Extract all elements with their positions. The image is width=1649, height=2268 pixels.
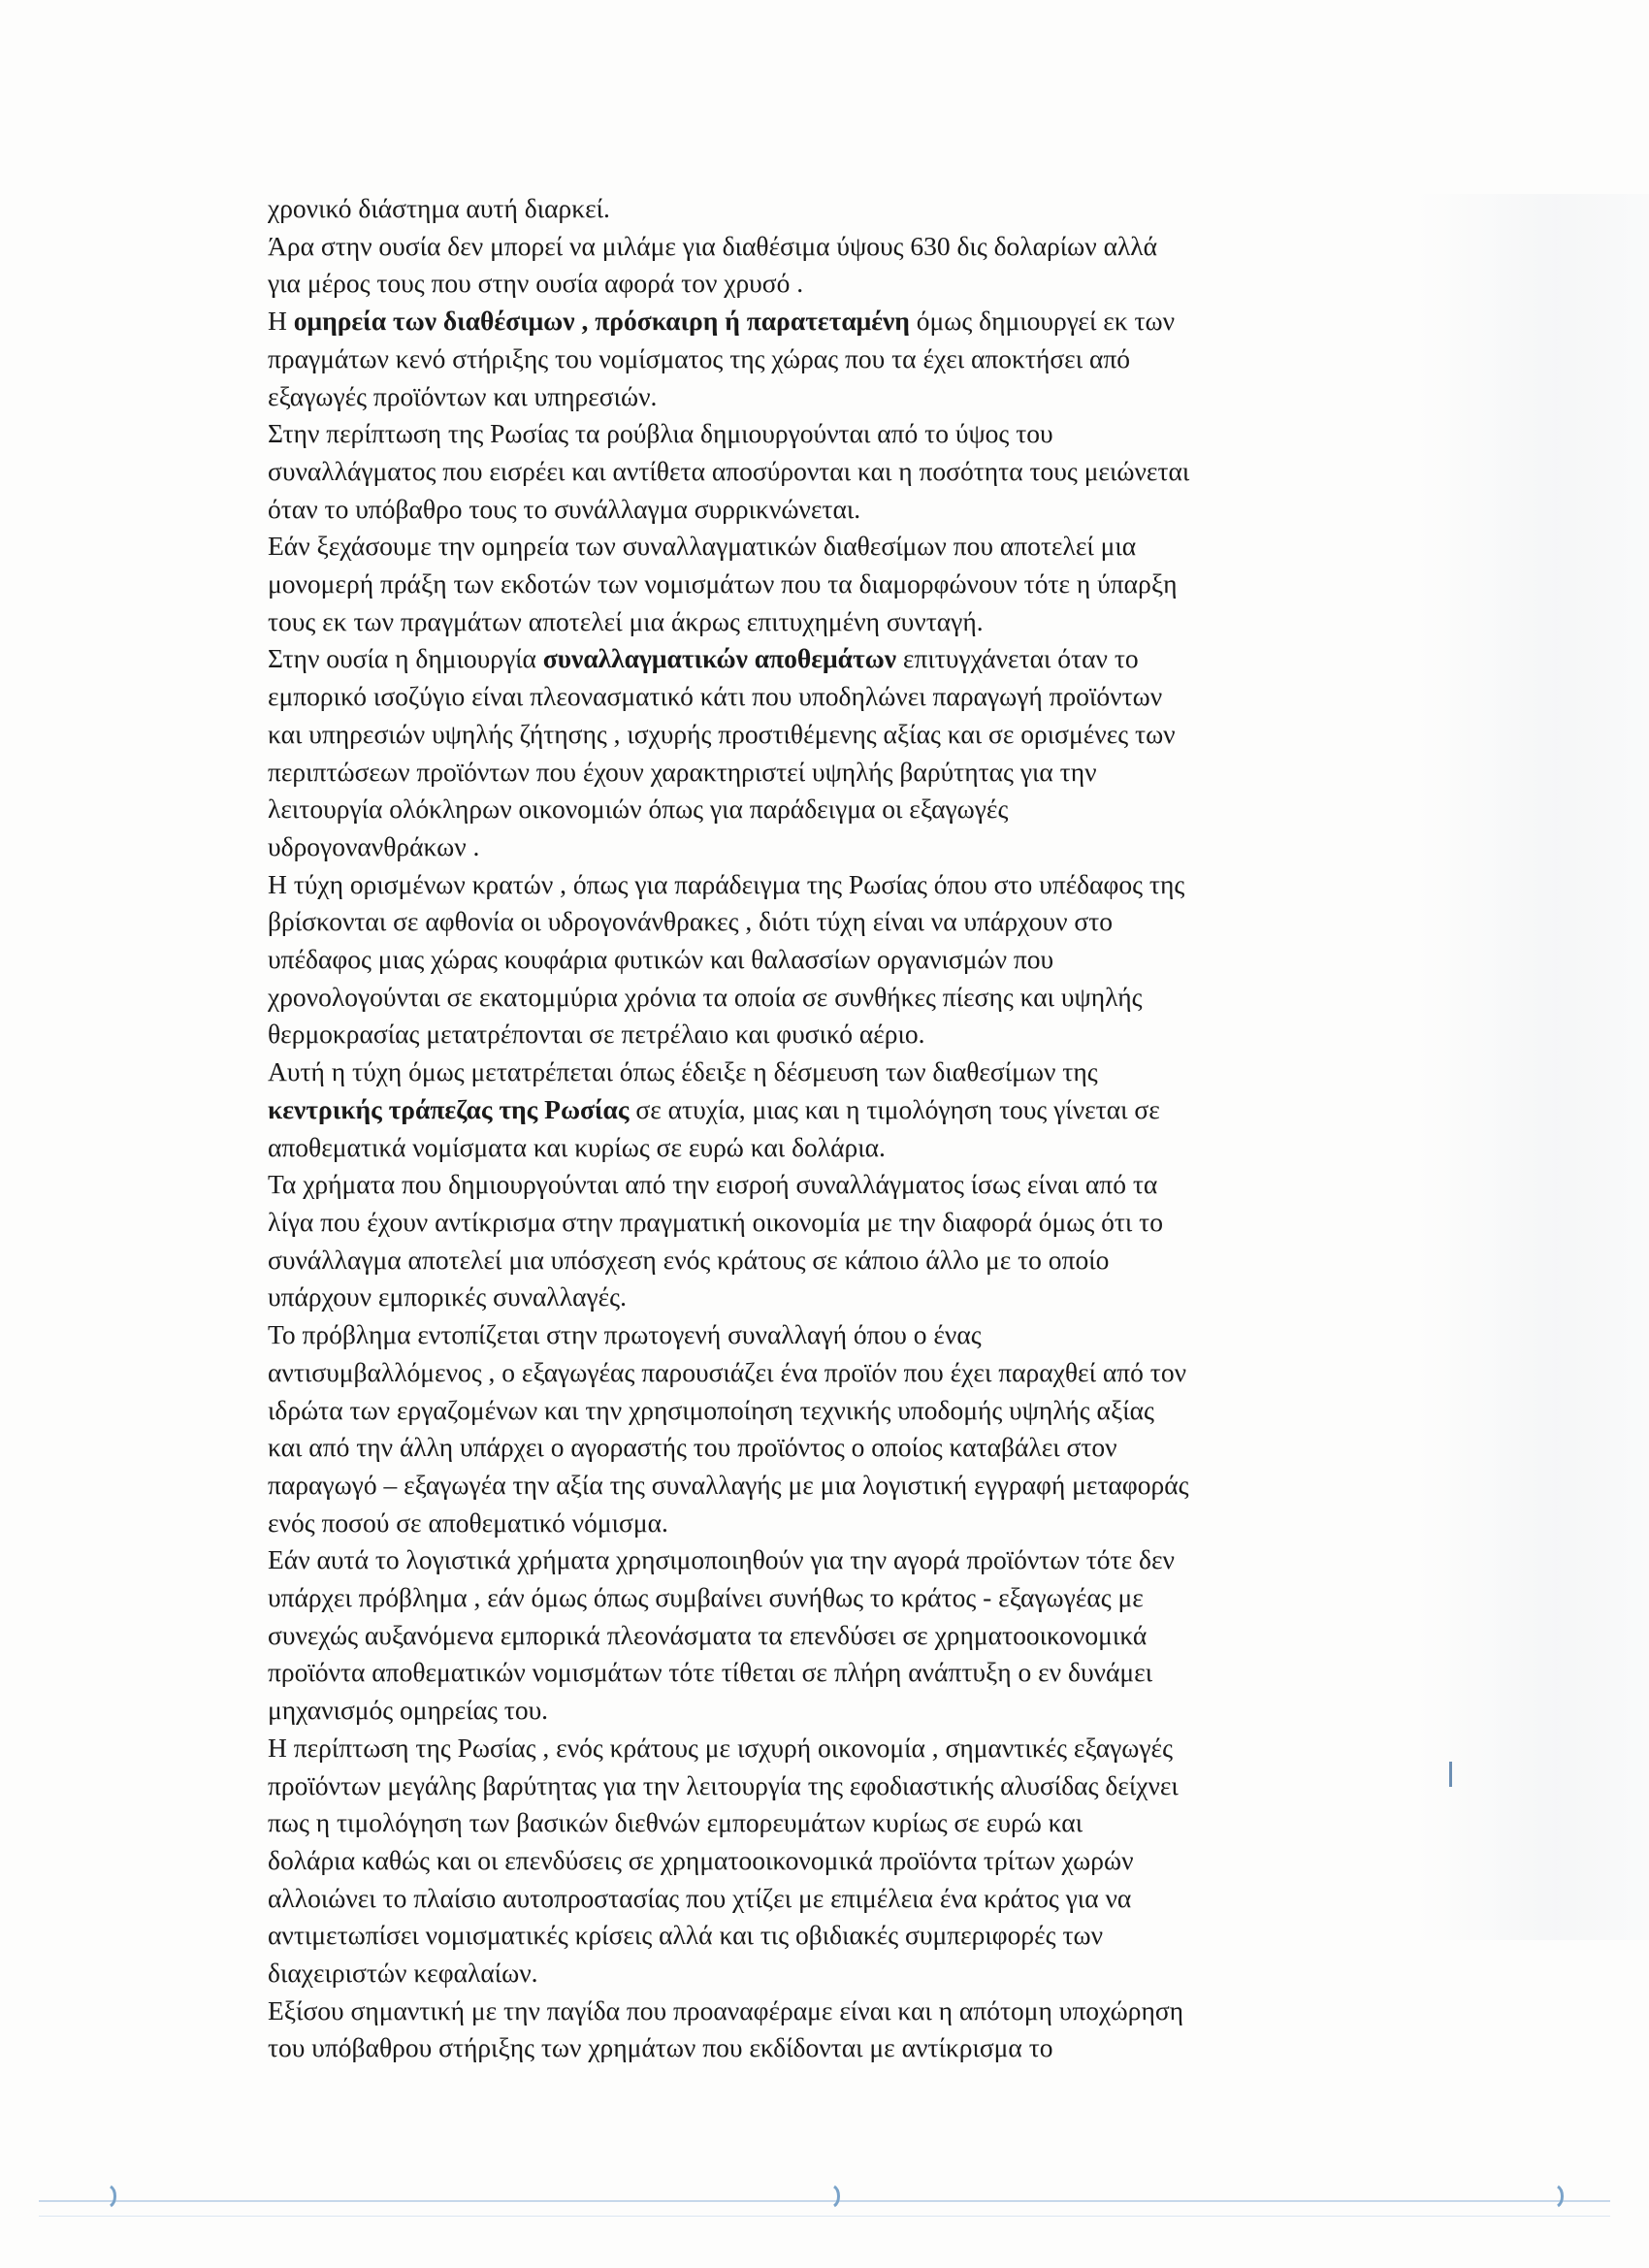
text-run: Άρα στην ουσία δεν μπορεί να μιλάμε για διαθέσιμα ύψους 630 δις δολαρίων αλλά	[268, 230, 1158, 261]
bold-text: κεντρικής τράπεζας της Ρωσίας	[268, 1093, 630, 1124]
punch-hole-mark-center	[830, 2183, 844, 2210]
text-run: όμως δημιουργεί εκ των	[909, 306, 1176, 337]
text-line	[268, 941, 1393, 979]
text-run: Η τύχη ορισμένων κρατών , όπως για παράδειγμα της Ρωσίας όπου στο υπέδαφος της	[268, 868, 1185, 899]
text-line	[268, 1242, 1393, 1280]
text-line	[268, 1204, 1393, 1242]
text-line	[268, 866, 1393, 904]
text-line	[268, 754, 1393, 792]
text-run: Εάν ξεχάσουμε την ομηρεία των συναλλαγματικών διαθεσίμων που αποτελεί μια	[268, 531, 1137, 562]
text-run: μονομερή πράξη των εκδοτών των νομισμάτων που τα διαμορφώνουν τότε η ύπαρξη	[268, 568, 1178, 599]
text-run: χρονολογούνται σε εκατομμύρια χρόνια τα οποία σε συνθήκες πίεσης και υψηλής	[268, 981, 1143, 1012]
text-line	[268, 1767, 1393, 1805]
text-line	[268, 1053, 1393, 1091]
text-line	[268, 1316, 1393, 1354]
text-line	[268, 1955, 1393, 1993]
text-run: αντισυμβαλλόμενος , ο εξαγωγέας παρουσιάζει ένα προϊόν που έχει παραχθεί από τον	[268, 1356, 1187, 1387]
text-line	[268, 228, 1393, 266]
text-run: αποθεματικά νομίσματα και κυρίως σε ευρώ και δολάρια.	[268, 1131, 886, 1162]
text-run: περιπτώσεων προϊόντων που έχουν χαρακτηριστεί υψηλής βαρύτητας για την	[268, 756, 1097, 787]
text-run: διαχειριστών κεφαλαίων.	[268, 1958, 538, 1989]
text-line	[268, 1541, 1393, 1579]
bold-text: ομηρεία των διαθέσιμων , πρόσκαιρη ή παρατεταμένη	[293, 306, 910, 337]
text-run: Στην ουσία η δημιουργία	[268, 643, 543, 674]
text-run: τους εκ των πραγμάτων αποτελεί μια άκρως επιτυχημένη συνταγή.	[268, 605, 984, 636]
text-run: και υπηρεσιών υψηλής ζήτησης , ισχυρής προστιθέμενης αξίας και σε ορισμένες των	[268, 718, 1176, 749]
text-line	[268, 1804, 1393, 1842]
text-line	[268, 1279, 1393, 1316]
show-through-shading	[1416, 194, 1649, 1940]
text-run: Εξίσου σημαντική με την παγίδα που προαναφέραμε είναι και η απότομη υποχώρηση	[268, 1994, 1184, 2025]
text-line	[268, 378, 1393, 416]
text-line	[268, 1730, 1393, 1767]
text-run: δολάρια καθώς και οι επενδύσεις σε χρηματοοικονομικά προϊόντα τρίτων χωρών	[268, 1844, 1134, 1875]
text-line	[268, 791, 1393, 828]
text-line	[268, 265, 1393, 303]
text-run: πως η τιμολόγηση των βασικών διεθνών εμπορευμάτων κυρίως σε ευρώ και	[268, 1807, 1083, 1838]
text-line	[268, 1392, 1393, 1430]
text-line	[268, 640, 1393, 678]
bold-text: συναλλαγματικών αποθεμάτων	[542, 643, 897, 674]
text-run: προϊόντα αποθεματικών νομισμάτων τότε τίθεται σε πλήρη ανάπτυξη ο εν δυνάμει	[268, 1657, 1153, 1688]
text-line	[268, 903, 1393, 941]
scanner-edge-line	[39, 2200, 1610, 2202]
text-run: Εάν αυτά το λογιστικά χρήματα χρησιμοποιηθούν για την αγορά προϊόντων τότε δεν	[268, 1544, 1175, 1575]
text-run: επιτυγχάνεται όταν το	[896, 643, 1139, 674]
text-run: και από την άλλη υπάρχει ο αγοραστής του προϊόντος ο οποίος καταβάλει στον	[268, 1432, 1117, 1463]
text-run: υπέδαφος μιας χώρας κουφάρια φυτικών και θαλασσίων οργανισμών που	[268, 944, 1054, 975]
text-run: Το πρόβλημα εντοπίζεται στην πρωτογενή συναλλαγή όπου ο ένας	[268, 1319, 982, 1350]
text-line	[268, 1579, 1393, 1617]
text-line	[268, 1880, 1393, 1918]
text-run: όταν το υπόβαθρο τους το συνάλλαγμα συρρικνώνεται.	[268, 493, 861, 524]
text-line	[268, 1129, 1393, 1167]
text-line	[268, 190, 1393, 228]
text-run: βρίσκονται σε αφθονία οι υδρογονάνθρακες , διότι τύχη είναι να υπάρχουν στο	[268, 906, 1114, 937]
text-run: παραγωγό – εξαγωγέα την αξία της συναλλαγής με μια λογιστική εγγραφή μεταφοράς	[268, 1469, 1189, 1500]
text-run: συνάλλαγμα αποτελεί μια υπόσχεση ενός κράτους σε κάποιο άλλο με το οποίο	[268, 1244, 1110, 1275]
text-run: του υπόβαθρου στήριξης των χρημάτων που εκδίδονται με αντίκρισμα το	[268, 2032, 1053, 2063]
text-line	[268, 1617, 1393, 1655]
scanner-edge-line-secondary	[39, 2216, 1610, 2217]
text-run: θερμοκρασίας μετατρέπονται σε πετρέλαιο και φυσικό αέριο.	[268, 1019, 925, 1050]
text-run: αλλοιώνει το πλαίσιο αυτοπροστασίας που χτίζει με επιμέλεια ένα κράτος για να	[268, 1882, 1132, 1913]
text-run: χρονικό διάστημα αυτή διαρκεί.	[268, 193, 610, 223]
text-line	[268, 828, 1393, 866]
text-run: αντιμετωπίσει νομισματικές κρίσεις αλλά και τις οβιδιακές συμπεριφορές των	[268, 1920, 1104, 1951]
text-run: συναλλάγματος που εισρέει και αντίθετα αποσύρονται και η ποσότητα τους μειώνεται	[268, 455, 1190, 486]
text-line	[268, 1467, 1393, 1505]
text-run: εξαγωγές προϊόντων και υπηρεσιών.	[268, 380, 658, 411]
text-line	[268, 340, 1393, 378]
text-line	[268, 1917, 1393, 1955]
text-line	[268, 1091, 1393, 1129]
text-line	[268, 1654, 1393, 1692]
text-line	[268, 1505, 1393, 1542]
text-run: Τα χρήματα που δημιουργούνται από την εισροή συναλλάγματος ίσως είναι από τα	[268, 1169, 1158, 1200]
text-run: Αυτή η τύχη όμως μετατρέπεται όπως έδειξε η δέσμευση των διαθεσίμων της	[268, 1056, 1098, 1087]
text-line	[268, 491, 1393, 529]
punch-hole-mark-right	[1554, 2183, 1568, 2210]
text-line	[268, 1692, 1393, 1730]
text-line	[268, 716, 1393, 754]
text-run: υδρογονανθράκων .	[268, 830, 480, 861]
text-run: υπάρχουν εμπορικές συναλλαγές.	[268, 1281, 627, 1312]
document-body	[268, 190, 1393, 2067]
text-run: προϊόντων μεγάλης βαρύτητας για την λειτουργία της εφοδιαστικής αλυσίδας δείχνει	[268, 1769, 1179, 1800]
text-line	[268, 528, 1393, 566]
text-line	[268, 415, 1393, 453]
margin-mark	[1449, 1762, 1452, 1787]
text-line	[268, 2029, 1393, 2067]
text-run: συνεχώς αυξανόμενα εμπορικά πλεονάσματα τα επενδύσει σε χρηματοοικονομικά	[268, 1619, 1148, 1650]
text-run: λειτουργία ολόκληρων οικονομιών όπως για παράδειγμα οι εξαγωγές	[268, 794, 1009, 825]
punch-hole-mark-left	[107, 2183, 120, 2210]
text-line	[268, 603, 1393, 641]
text-line	[268, 1842, 1393, 1880]
text-line	[268, 979, 1393, 1017]
text-run: λίγα που έχουν αντίκρισμα στην πραγματική οικονομία με την διαφορά όμως ότι το	[268, 1206, 1163, 1237]
text-run: ιδρώτα των εργαζομένων και την χρησιμοποίηση τεχνικής υποδομής υψηλής αξίας	[268, 1394, 1154, 1425]
text-line	[268, 1429, 1393, 1467]
text-run: σε ατυχία, μιας και η τιμολόγηση τους γίνεται σε	[629, 1093, 1160, 1124]
text-run: υπάρχει πρόβλημα , εάν όμως όπως συμβαίνει συνήθως το κράτος - εξαγωγέας με	[268, 1582, 1144, 1613]
text-run: πραγμάτων κενό στήριξης του νομίσματος της χώρας που τα έχει αποκτήσει από	[268, 342, 1131, 373]
text-run: εμπορικό ισοζύγιο είναι πλεονασματικό κάτι που υποδηλώνει παραγωγή προϊόντων	[268, 681, 1163, 712]
text-run: ενός ποσού σε αποθεματικό νόμισμα.	[268, 1507, 668, 1538]
text-line	[268, 303, 1393, 340]
text-line	[268, 566, 1393, 603]
text-line	[268, 678, 1393, 716]
text-run: Η	[268, 306, 294, 337]
text-run: Η περίπτωση της Ρωσίας , ενός κράτους με ισχυρή οικονομία , σημαντικές εξαγωγές	[268, 1732, 1173, 1763]
text-line	[268, 1016, 1393, 1053]
text-line	[268, 1993, 1393, 2030]
text-run: μηχανισμός ομηρείας του.	[268, 1695, 549, 1726]
text-run: για μέρος τους που στην ουσία αφορά τον χρυσό .	[268, 268, 804, 299]
text-line	[268, 453, 1393, 491]
text-line	[268, 1166, 1393, 1204]
text-line	[268, 1354, 1393, 1392]
text-run: Στην περίπτωση της Ρωσίας τα ρούβλια δημιουργούνται από το ύψος του	[268, 418, 1053, 449]
